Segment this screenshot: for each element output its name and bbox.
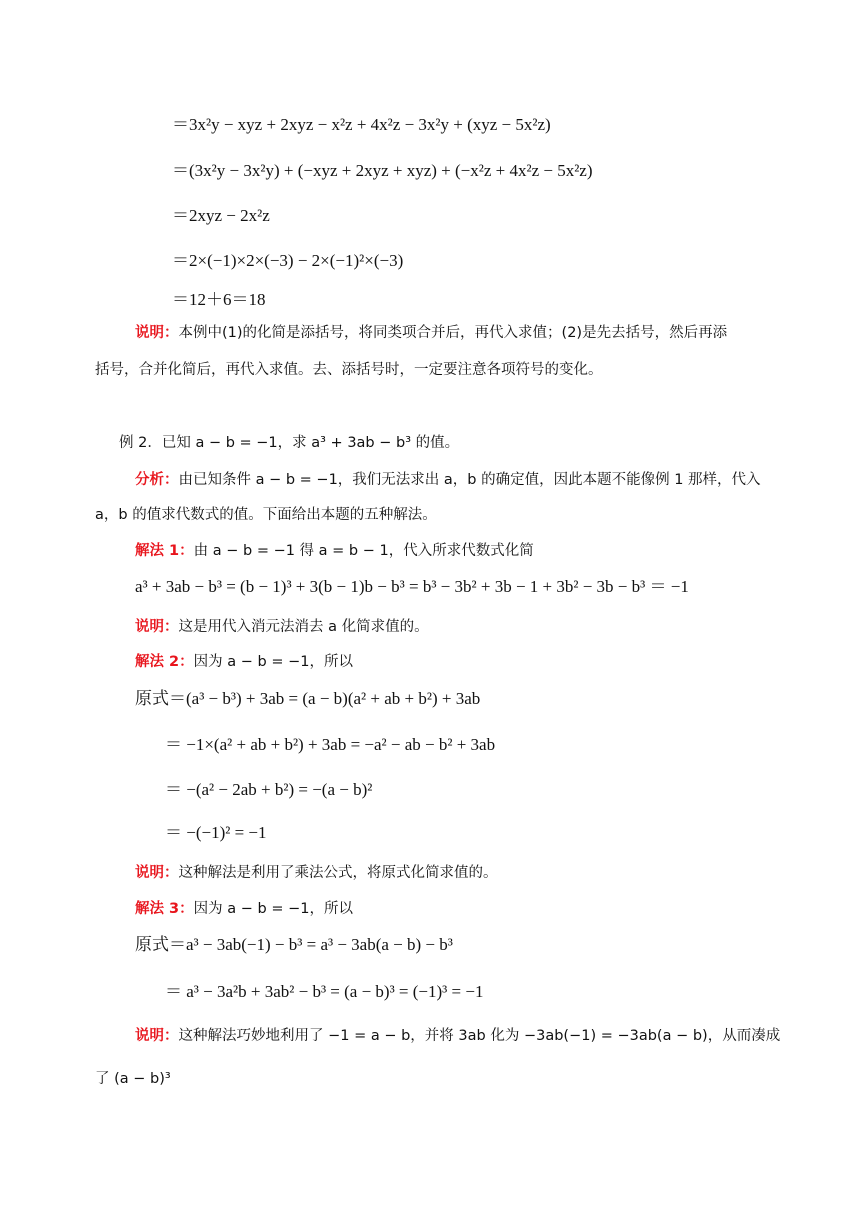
- equation-line: ＝ −(−1)² = −1: [165, 823, 267, 842]
- equation-line: ＝12＋6＝18: [172, 290, 266, 309]
- equation-line: ＝ a³ − 3a²b + 3ab² − b³ = (a − b)³ = (−1)³ = −1: [165, 982, 484, 1001]
- solution-label: 解法 1：: [135, 543, 194, 559]
- solution-3-heading: 解法 3：因为 a − b = −1，所以: [135, 901, 353, 917]
- equation-line: 原式＝a³ − 3ab(−1) − b³ = a³ − 3ab(a − b) − b³: [135, 935, 453, 954]
- note-paragraph: 说明：这种解法巧妙地利用了 −1 = a − b，并将 3ab 化为 −3ab(−1) = −3ab(a − b)，从而凑成: [135, 1028, 781, 1044]
- solution-2-heading: 解法 2：因为 a − b = −1，所以: [135, 654, 353, 670]
- note-label: 说明：: [135, 865, 179, 881]
- note-paragraph: 说明：这种解法是利用了乘法公式，将原式化简求值的。: [135, 865, 498, 881]
- note-label: 说明：: [135, 1028, 179, 1044]
- solution-label: 解法 3：: [135, 901, 194, 917]
- paragraph-line: 括号，合并化简后，再代入求值。去、添括号时，一定要注意各项符号的变化。: [95, 362, 603, 378]
- equation-line: a³ + 3ab − b³ = (b − 1)³ + 3(b − 1)b − b³ = b³ − 3b² + 3b − 1 + 3b² − 3b − b³ ＝ −1: [135, 577, 689, 596]
- note-label: 说明：: [135, 325, 179, 341]
- equation-line: ＝2xyz − 2x²z: [172, 206, 270, 225]
- solution-label: 解法 2：: [135, 654, 194, 670]
- note-paragraph: 说明：本例中(1)的化简是添括号，将同类项合并后，再代入求值；(2)是先去括号，然后再添: [135, 325, 728, 341]
- equation-line: 原式＝(a³ − b³) + 3ab = (a − b)(a² + ab + b²) + 3ab: [135, 689, 481, 708]
- equation-line: ＝2×(−1)×2×(−3) − 2×(−1)²×(−3): [172, 251, 404, 270]
- equation-line: ＝ −(a² − 2ab + b²) = −(a − b)²: [165, 780, 373, 799]
- example-heading: 例 2．已知 a − b = −1，求 a³ + 3ab − b³ 的值。: [119, 435, 460, 451]
- equation-line: ＝ −1×(a² + ab + b²) + 3ab = −a² − ab − b² + 3ab: [165, 735, 496, 754]
- note-paragraph: 说明：这是用代入消元法消去 a 化简求值的。: [135, 619, 429, 635]
- analysis-label: 分析：: [135, 472, 179, 488]
- note-label: 说明：: [135, 619, 179, 635]
- paragraph-line: 了 (a − b)³: [95, 1071, 171, 1087]
- equation-line: ＝(3x²y − 3x²y) + (−xyz + 2xyz + xyz) + (−x²z + 4x²z − 5x²z): [172, 161, 593, 180]
- paragraph-line: a，b 的值求代数式的值。下面给出本题的五种解法。: [95, 507, 437, 523]
- equation-line: ＝3x²y − xyz + 2xyz − x²z + 4x²z − 3x²y + (xyz − 5x²z): [172, 115, 551, 134]
- analysis-paragraph: 分析：由已知条件 a − b = −1，我们无法求出 a，b 的确定值，因此本题不能像例 1 那样，代入: [135, 472, 761, 488]
- solution-1-heading: 解法 1：由 a − b = −1 得 a = b − 1，代入所求代数式化简: [135, 543, 534, 559]
